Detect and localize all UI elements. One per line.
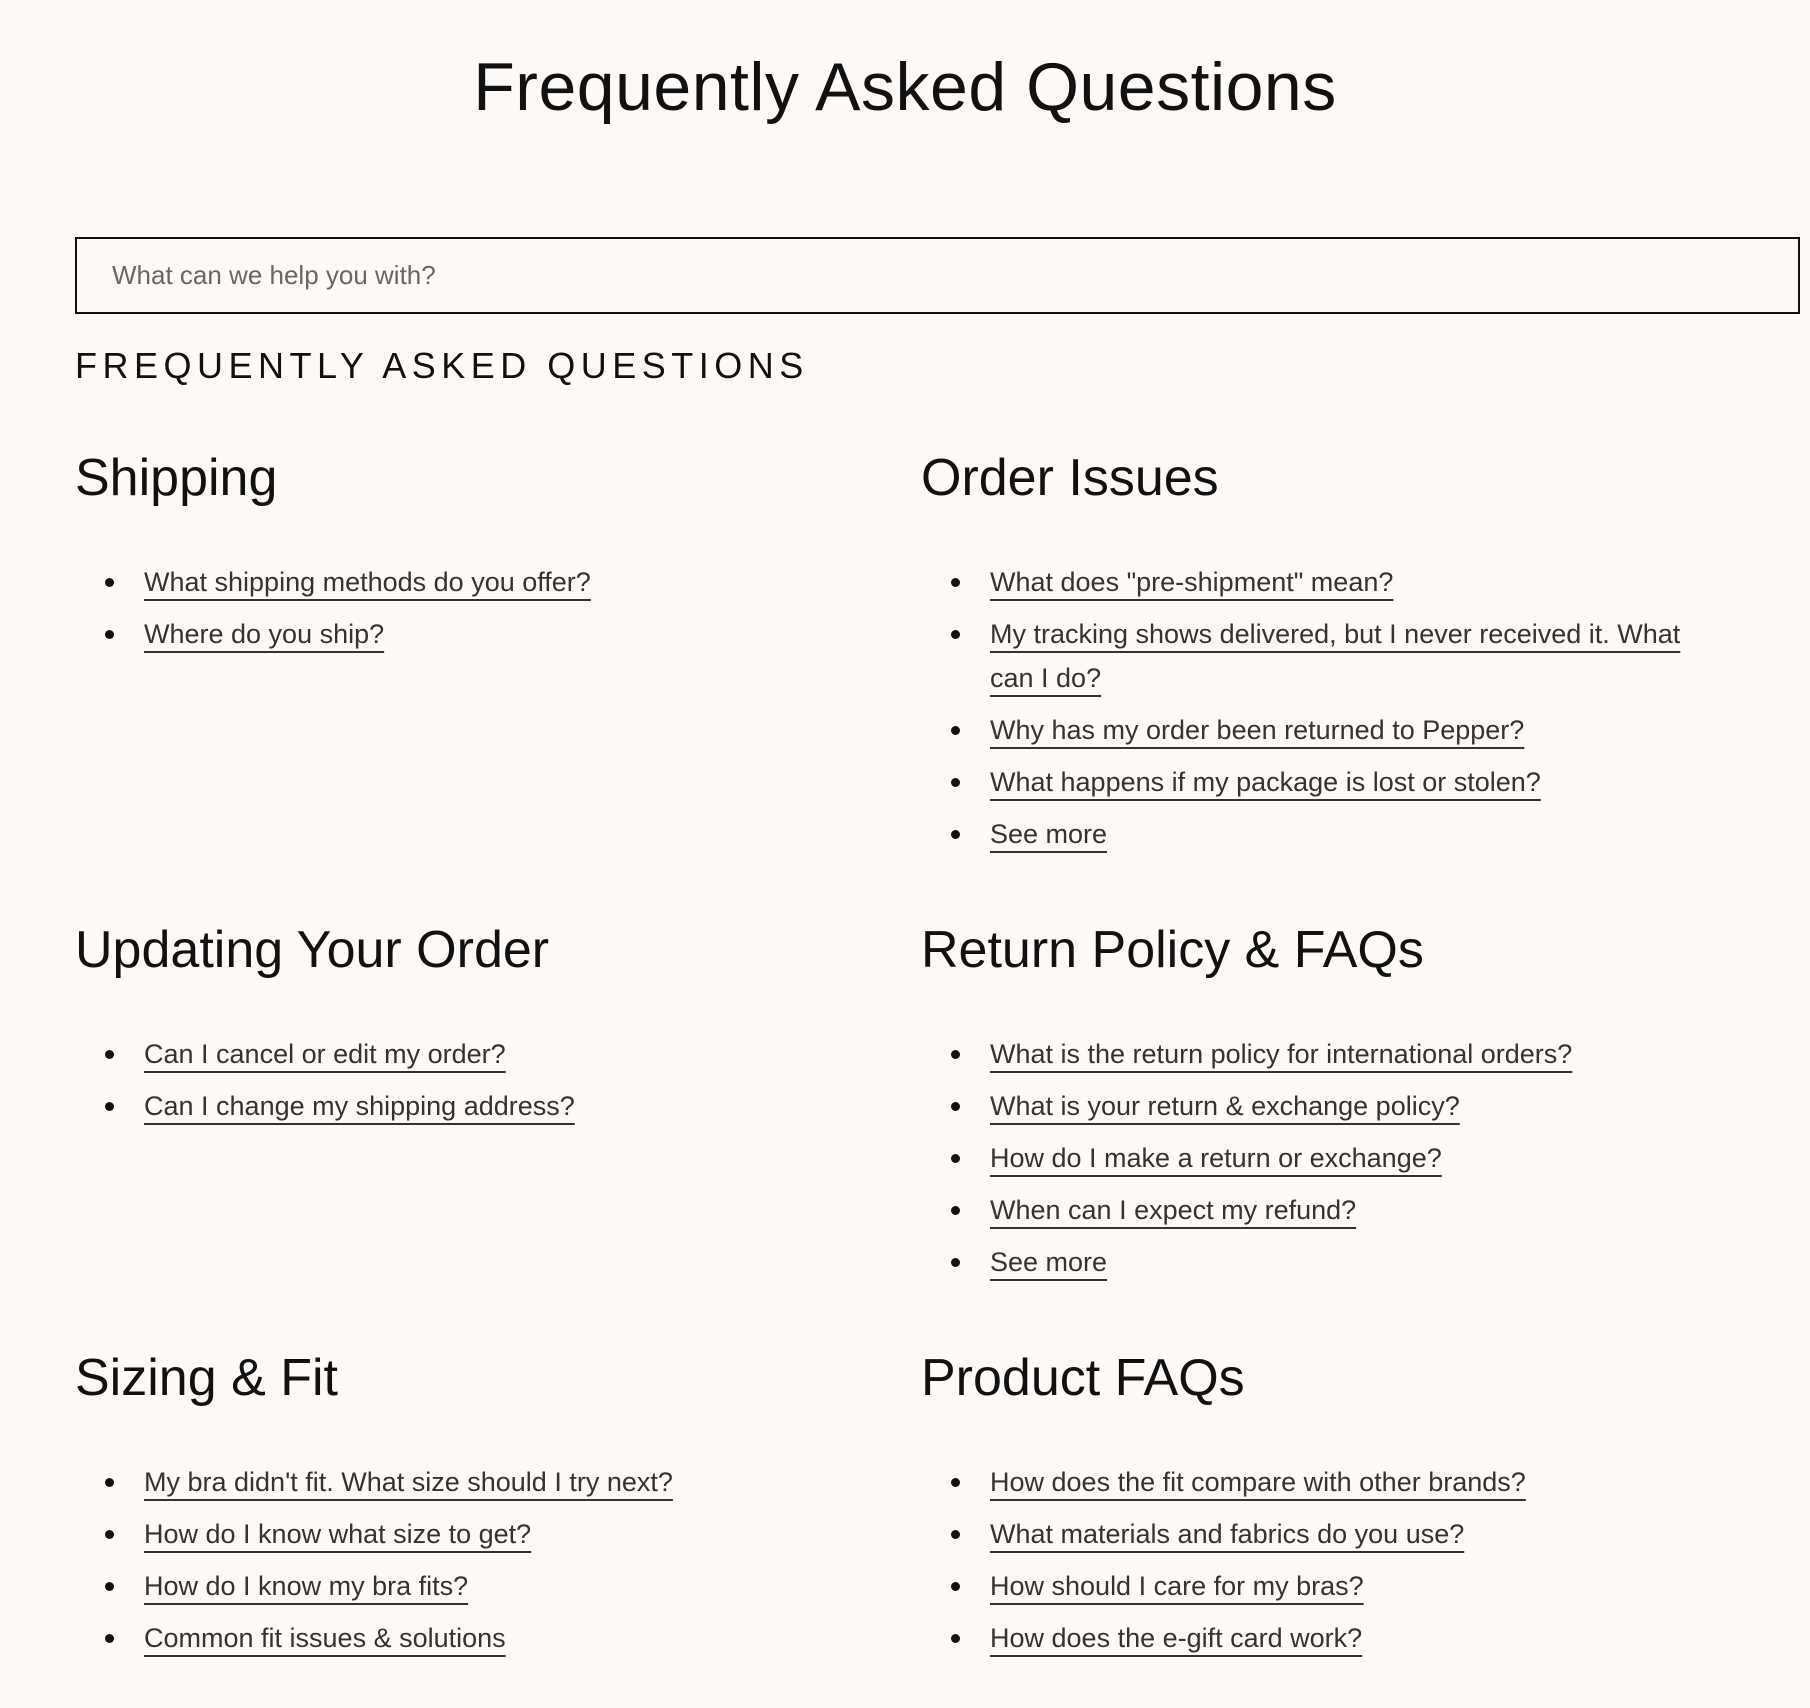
- question-link[interactable]: What is the return policy for international orders?: [990, 1039, 1573, 1069]
- list-item: [990, 1460, 1710, 1504]
- list-item: [990, 1616, 1710, 1660]
- bullet-icon: [951, 1634, 960, 1643]
- faq-section-return-policy-faqs: [921, 920, 1721, 1292]
- list-item: [990, 1188, 1710, 1232]
- list-item: [990, 708, 1710, 752]
- list-item: [990, 1136, 1710, 1180]
- bullet-icon: [951, 1206, 960, 1215]
- bullet-icon: [951, 1478, 960, 1487]
- question-link[interactable]: My bra didn't fit. What size should I try next?: [144, 1467, 673, 1497]
- section-heading: Sizing & Fit: [75, 1349, 338, 1407]
- question-link[interactable]: Where do you ship?: [144, 619, 385, 649]
- question-link[interactable]: What shipping methods do you offer?: [144, 567, 591, 597]
- question-link[interactable]: My tracking shows delivered, but I never received it. What can I do?: [990, 619, 1681, 693]
- faq-section-shipping: [75, 448, 875, 664]
- bullet-icon: [105, 1478, 114, 1487]
- question-link[interactable]: What is your return & exchange policy?: [990, 1091, 1460, 1121]
- question-link[interactable]: What materials and fabrics do you use?: [990, 1519, 1465, 1549]
- list-item: [990, 760, 1710, 804]
- search-input[interactable]: [75, 237, 1800, 314]
- bullet-icon: [105, 1530, 114, 1539]
- list-item: [990, 812, 1710, 856]
- list-item: [144, 1460, 864, 1504]
- bullet-icon: [951, 830, 960, 839]
- question-list: [921, 560, 1721, 856]
- bullet-icon: [105, 630, 114, 639]
- list-item: [144, 612, 864, 656]
- question-link[interactable]: What happens if my package is lost or stolen?: [990, 767, 1541, 797]
- bullet-icon: [951, 1050, 960, 1059]
- question-link[interactable]: How does the fit compare with other brands?: [990, 1467, 1526, 1497]
- question-list: [75, 1460, 875, 1660]
- bullet-icon: [951, 1154, 960, 1163]
- question-list: [75, 560, 875, 656]
- bullet-icon: [951, 1102, 960, 1111]
- bullet-icon: [105, 1634, 114, 1643]
- bullet-icon: [951, 778, 960, 787]
- faq-section-sizing-fit: [75, 1348, 875, 1668]
- list-item: [144, 1032, 864, 1076]
- bullet-icon: [951, 630, 960, 639]
- section-label: FREQUENTLY ASKED QUESTIONS: [75, 345, 809, 386]
- faq-section-product-faqs: [921, 1348, 1721, 1668]
- bullet-icon: [951, 1582, 960, 1591]
- list-item: [990, 1564, 1710, 1608]
- list-item: [990, 1032, 1710, 1076]
- question-link[interactable]: When can I expect my refund?: [990, 1195, 1357, 1225]
- bullet-icon: [951, 1258, 960, 1267]
- question-list: [921, 1460, 1721, 1660]
- see-more-link[interactable]: See more: [990, 819, 1108, 849]
- list-item: [144, 1616, 864, 1660]
- section-heading: Order Issues: [921, 449, 1219, 507]
- see-more-link[interactable]: See more: [990, 1247, 1108, 1277]
- section-heading: Return Policy & FAQs: [921, 921, 1424, 979]
- bullet-icon: [105, 578, 114, 587]
- question-link[interactable]: How should I care for my bras?: [990, 1571, 1364, 1601]
- question-link[interactable]: Can I cancel or edit my order?: [144, 1039, 506, 1069]
- bullet-icon: [105, 1582, 114, 1591]
- list-item: [144, 560, 864, 604]
- bullet-icon: [105, 1102, 114, 1111]
- bullet-icon: [951, 578, 960, 587]
- faq-section-order-issues: [921, 448, 1721, 864]
- section-heading: Updating Your Order: [75, 921, 550, 979]
- list-item: [990, 1240, 1710, 1284]
- section-heading: Shipping: [75, 449, 278, 507]
- bullet-icon: [951, 726, 960, 735]
- page-title: Frequently Asked Questions: [473, 49, 1337, 125]
- bullet-icon: [105, 1050, 114, 1059]
- bullet-icon: [951, 1530, 960, 1539]
- question-list: [921, 1032, 1721, 1284]
- question-link[interactable]: How does the e-gift card work?: [990, 1623, 1363, 1653]
- list-item: [144, 1512, 864, 1556]
- list-item: [990, 1512, 1710, 1556]
- question-link[interactable]: What does "pre-shipment" mean?: [990, 567, 1394, 597]
- list-item: [990, 612, 1710, 700]
- question-list: [75, 1032, 875, 1128]
- list-item: [144, 1084, 864, 1128]
- question-link[interactable]: Common fit issues & solutions: [144, 1623, 506, 1653]
- section-heading: Product FAQs: [921, 1349, 1245, 1407]
- list-item: [990, 1084, 1710, 1128]
- list-item: [990, 560, 1710, 604]
- question-link[interactable]: How do I know what size to get?: [144, 1519, 532, 1549]
- list-item: [144, 1564, 864, 1608]
- question-link[interactable]: How do I know my bra fits?: [144, 1571, 469, 1601]
- question-link[interactable]: Why has my order been returned to Pepper?: [990, 715, 1525, 745]
- faq-section-updating-your-order: [75, 920, 875, 1136]
- question-link[interactable]: How do I make a return or exchange?: [990, 1143, 1442, 1173]
- question-link[interactable]: Can I change my shipping address?: [144, 1091, 575, 1121]
